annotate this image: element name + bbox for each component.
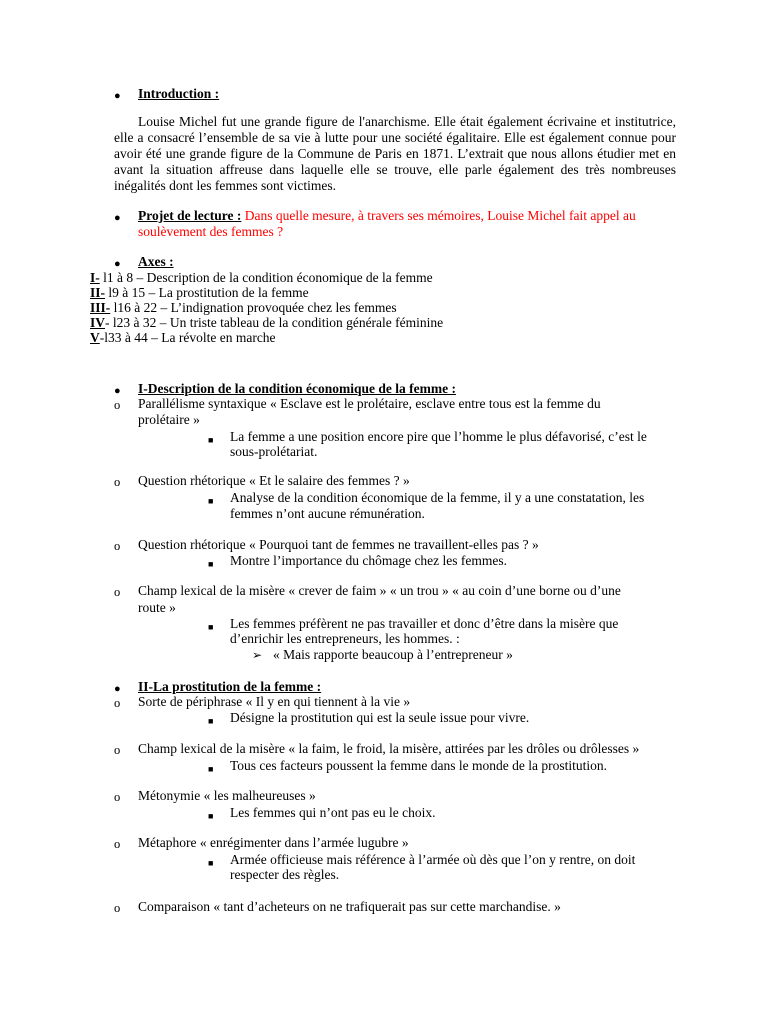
projet-label: Projet de lecture : [138,208,242,223]
bullet-dot: ● [114,385,121,397]
circle-bullet: o [114,901,121,915]
arrow-bullet-icon: ➢ [252,648,263,662]
s2-point1-sub: Désigne la prostitution qui est la seule issue pour vivre. [230,710,530,725]
s1-point1-line1: Parallélisme syntaxique « Esclave est le prolétaire, esclave entre tous est la femme du [138,396,601,411]
s1-point4-sub-line2: d’enrichir les entrepreneurs, les hommes. : [230,631,460,646]
square-bullet: ■ [208,496,214,506]
circle-bullet: o [114,539,121,553]
s2-point5: Comparaison « tant d’acheteurs on ne trafiquerait pas sur cette marchandise. » [138,899,561,914]
s1-point1-line2: prolétaire » [138,412,200,427]
s1-point1-sub-line1: La femme a une position encore pire que l’homme le plus défavorisé, c’est le [230,429,647,444]
bullet-dot: ● [114,258,121,270]
s2-point4-sub-line2: respecter des règles. [230,867,340,882]
section1-heading: I-Description de la condition économique de la femme : [138,381,456,396]
square-bullet: ■ [208,622,214,632]
s1-point2: Question rhétorique « Et le salaire des femmes ? » [138,473,410,488]
axe-item: IV- l23 à 32 – Un triste tableau de la condition générale féminine [90,315,444,330]
axe-item: I- l1 à 8 – Description de la condition économique de la femme [90,270,433,285]
projet-line1 [138,208,698,224]
s1-point4-subsub: « Mais rapporte beaucoup à l’entrepreneur » [273,647,513,662]
s2-point4-sub-line1: Armée officieuse mais référence à l’armée où dès que l’on y rentre, on doit [230,852,636,867]
circle-bullet: o [114,475,121,489]
s1-point2-sub-line1: Analyse de la condition économique de la femme, il y a une constatation, les [230,490,645,505]
axes-heading: Axes : [138,254,174,269]
s2-point4: Métaphore « enrégimenter dans l’armée lugubre » [138,835,409,850]
axe-item: II- l9 à 15 – La prostitution de la femme [90,285,309,300]
s1-point4-line2: route » [138,600,176,615]
circle-bullet: o [114,696,121,710]
square-bullet: ■ [208,435,214,445]
s2-point1: Sorte de périphrase « Il y en qui tiennent à la vie » [138,694,411,709]
introduction-heading: Introduction : [138,86,220,101]
square-bullet: ■ [208,764,214,774]
axe-item: III- l16 à 22 – L’indignation provoquée chez les femmes [90,300,397,315]
s1-point4-sub-line1: Les femmes préfèrent ne pas travailler et donc d’être dans la misère que [230,616,619,631]
circle-bullet: o [114,837,121,851]
s1-point2-sub-line2: femmes n’ont aucune rémunération. [230,506,425,521]
introduction-paragraph: Louise Michel fut une grande figure de l'anarchisme. Elle était également écrivaine et institutrice, elle a consacré l’ensemble de sa vie à lutte pour une société égalitaire. Elle est également connue pour avoir été une grande figure de la Commune de Paris en 1871. L’extrait que nous allons étudier met en avant la situation affreuse dans laquelle elle se trouve, elle parle également des très nombreuses inégalités dont les femmes sont victimes. [114,114,676,193]
square-bullet: ■ [208,811,214,821]
circle-bullet: o [114,790,121,804]
section2-heading: II-La prostitution de la femme : [138,679,322,694]
square-bullet: ■ [208,858,214,868]
s2-point2: Champ lexical de la misère « la faim, le froid, la misère, attirées par les drôles ou drôlesses » [138,741,640,756]
s2-point2-sub: Tous ces facteurs poussent la femme dans le monde de la prostitution. [230,758,607,773]
s1-point3: Question rhétorique « Pourquoi tant de femmes ne travaillent-elles pas ? » [138,537,539,552]
axe-item: V-l33 à 44 – La révolte en marche [90,330,276,345]
projet-question-line1: Dans quelle mesure, à travers ses mémoires, Louise Michel fait appel au [244,208,636,223]
projet-question-line2: soulèvement des femmes ? [138,224,284,239]
circle-bullet: o [114,398,121,412]
circle-bullet: o [114,743,121,757]
bullet-dot: ● [114,683,121,695]
square-bullet: ■ [208,716,214,726]
bullet-dot: ● [114,212,121,224]
s1-point3-sub: Montre l’importance du chômage chez les femmes. [230,553,508,568]
bullet-dot: ● [114,90,121,102]
s1-point4-line1: Champ lexical de la misère « crever de faim » « un trou » « au coin d’une borne ou d’une [138,583,621,598]
s2-point3-sub: Les femmes qui n’ont pas eu le choix. [230,805,436,820]
s2-point3: Métonymie « les malheureuses » [138,788,316,803]
square-bullet: ■ [208,559,214,569]
s1-point1-sub-line2: sous-prolétariat. [230,444,318,459]
circle-bullet: o [114,585,121,599]
